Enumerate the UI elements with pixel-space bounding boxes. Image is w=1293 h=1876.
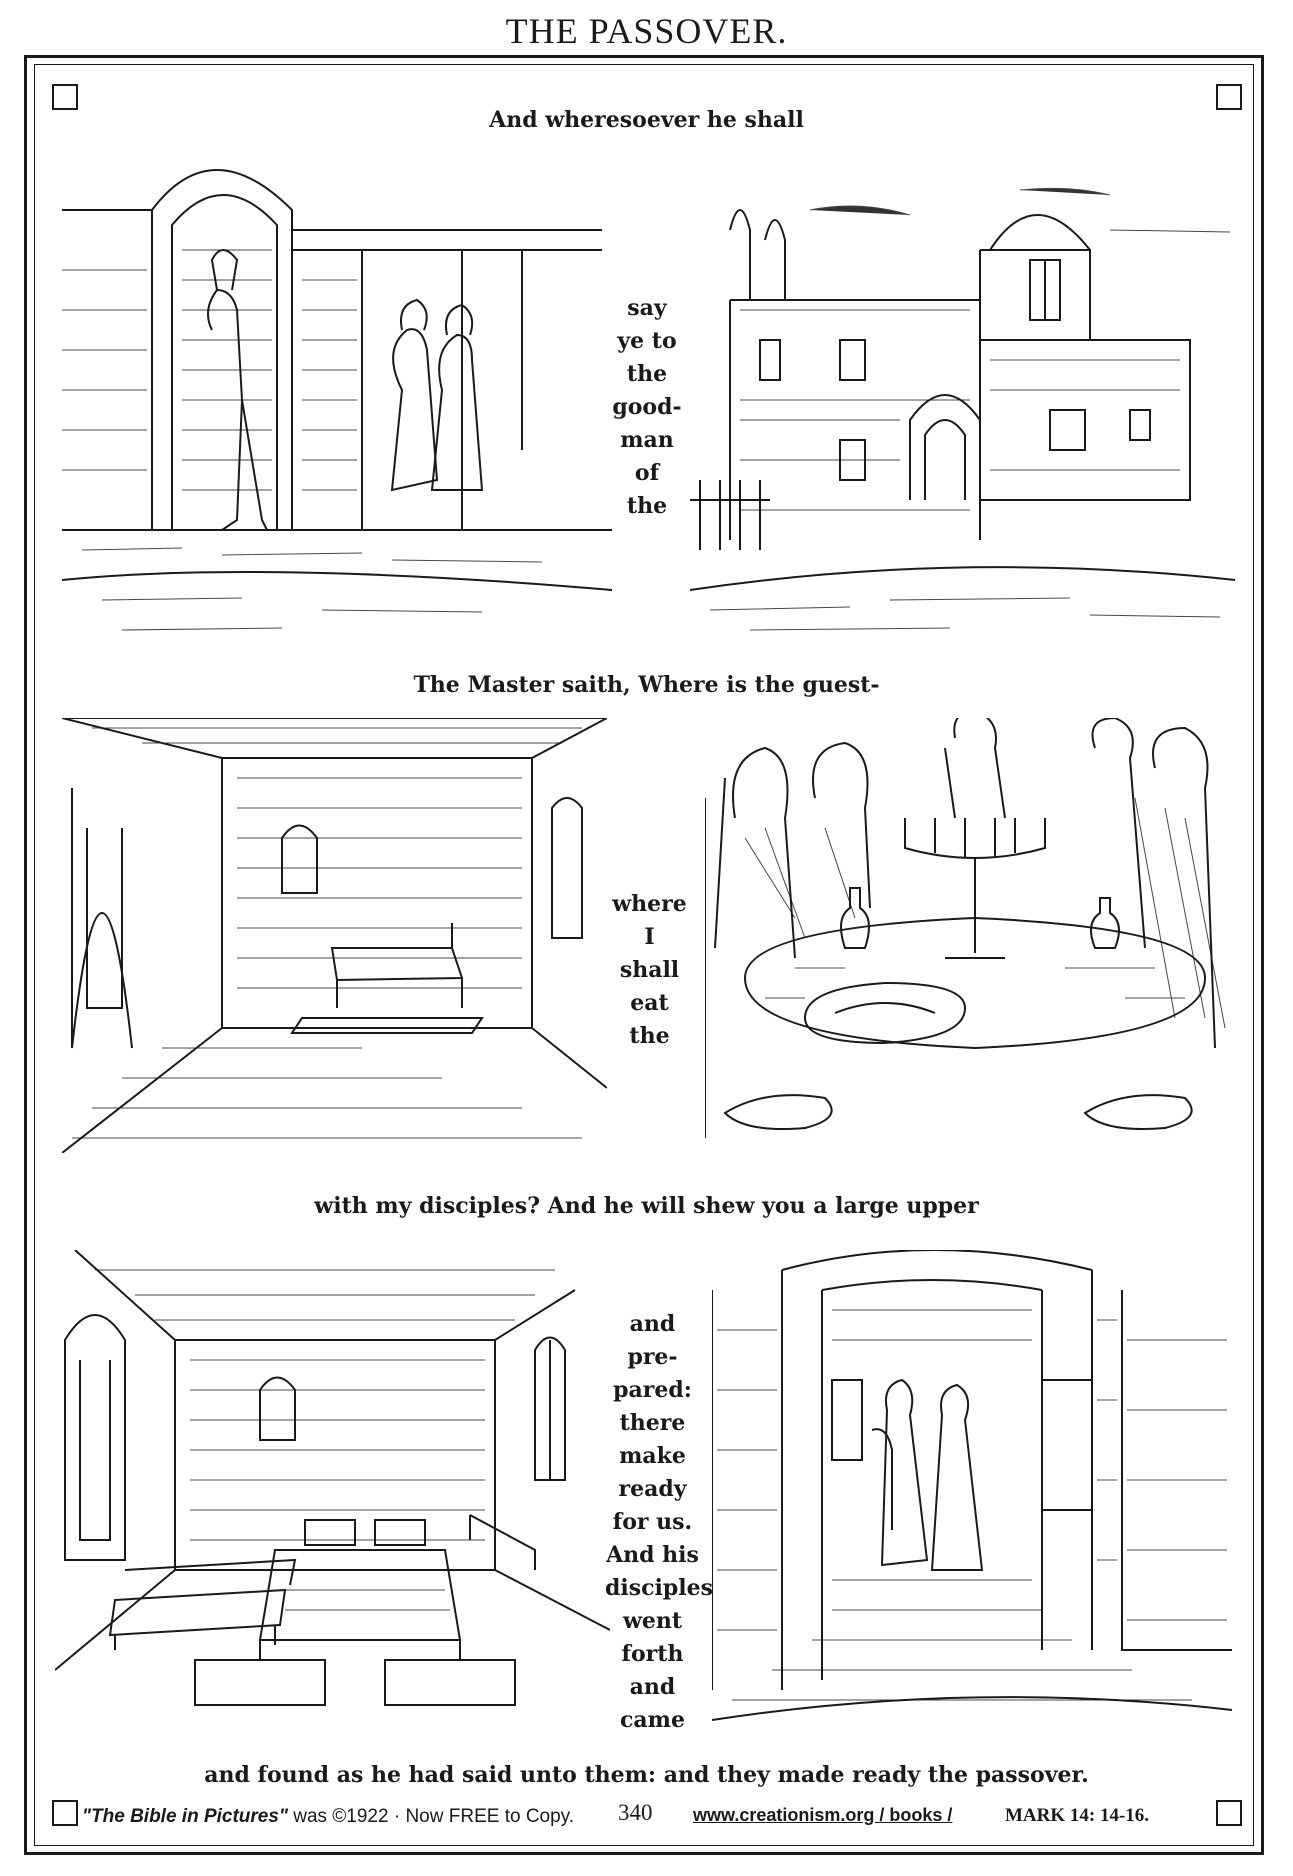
website-link[interactable]: www.creationism.org / books /	[693, 1805, 953, 1825]
side-word: the	[626, 493, 668, 519]
caption-row1: And wheresoever he shall	[489, 107, 804, 133]
illustration-prepared-upper-room	[55, 1250, 610, 1710]
side-word: good-	[612, 394, 682, 420]
side-word: came	[620, 1707, 685, 1733]
side-word: of	[634, 460, 660, 486]
corner-ornament-bottom-right	[1216, 1800, 1242, 1826]
side-word: where	[612, 891, 687, 917]
side-word: pared:	[613, 1377, 692, 1403]
caption-row2: The Master saith, Where is the guest-	[413, 672, 880, 698]
illustration-disciples-at-gateway	[712, 1250, 1232, 1750]
side-word: ready	[618, 1476, 687, 1502]
side-word: say	[627, 295, 667, 321]
side-word: disciples	[605, 1575, 714, 1601]
side-word: for us.	[612, 1509, 693, 1535]
side-text-row2	[612, 888, 687, 1053]
side-word: there	[619, 1410, 686, 1436]
page-number: 340	[618, 1800, 653, 1825]
caption-row3: with my disciples? And he will shew you a large upper	[314, 1193, 979, 1219]
footer-credit	[82, 1805, 574, 1828]
side-word: I shall	[619, 924, 680, 983]
side-word: the	[626, 361, 668, 387]
illustration-empty-guestchamber	[62, 718, 607, 1153]
book-title: "The Bible in Pictures"	[82, 1806, 288, 1827]
scripture-reference: MARK 14: 14-16.	[1005, 1805, 1150, 1826]
illustration-house-with-dome	[690, 170, 1235, 640]
illustration-man-with-pitcher	[62, 150, 612, 660]
side-word: forth	[621, 1641, 684, 1667]
side-word: went	[622, 1608, 683, 1634]
corner-ornament-bottom-left	[52, 1800, 78, 1826]
side-text-row1	[612, 292, 682, 523]
side-word: and	[629, 1674, 676, 1700]
side-word: And his	[606, 1542, 699, 1568]
side-word: man	[620, 427, 674, 453]
copyright-notice: was ©1922 · Now FREE to Copy.	[287, 1806, 575, 1827]
closing-caption: and found as he had said unto them: and they made ready the passover.	[204, 1762, 1089, 1788]
side-word: eat the	[629, 990, 670, 1049]
side-word: and pre-	[627, 1311, 678, 1370]
illustration-passover-feast	[705, 718, 1245, 1143]
side-word: ye to	[617, 328, 677, 354]
side-word: make	[619, 1443, 686, 1469]
side-text-row3	[605, 1308, 714, 1737]
page-title: THE PASSOVER.	[505, 11, 788, 51]
